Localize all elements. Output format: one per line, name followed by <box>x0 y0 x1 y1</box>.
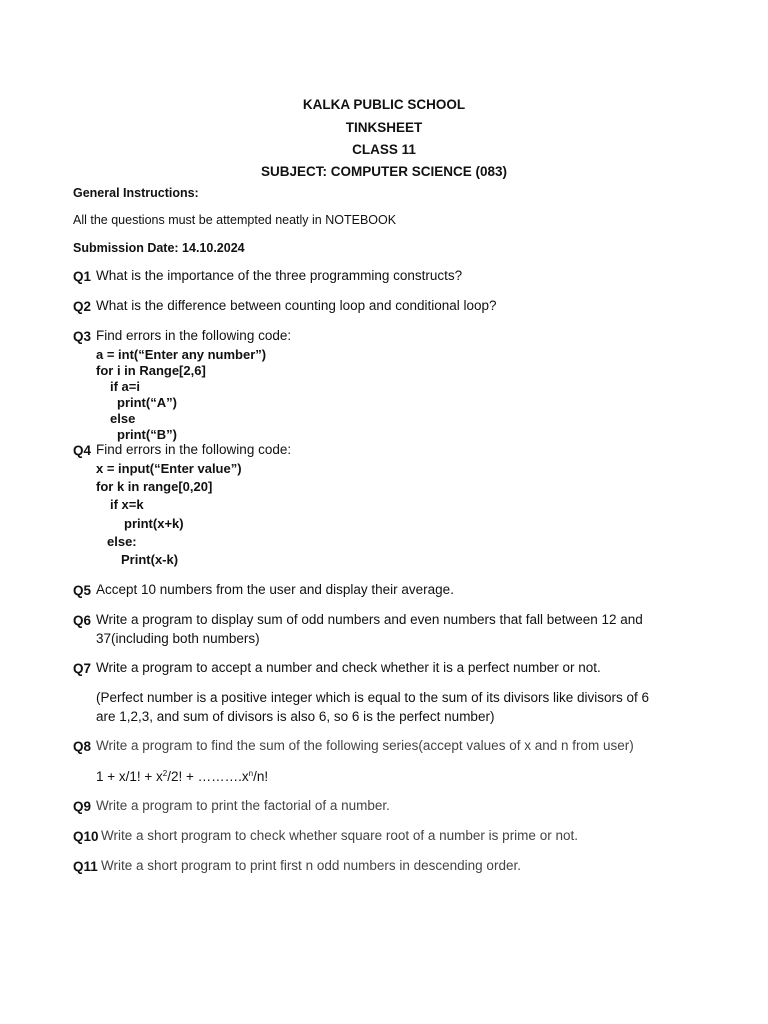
question-number: Q11 <box>73 859 98 874</box>
subject-label: SUBJECT: COMPUTER SCIENCE (083) <box>260 164 508 179</box>
document-title: TINKSHEET <box>345 120 423 135</box>
question-text: What is the difference between counting loop and conditional loop? <box>96 298 497 313</box>
question-number: Q7 <box>73 661 92 676</box>
series-part: 1 + x/1! + x <box>96 769 163 784</box>
code-line: print(“B”) <box>117 427 177 442</box>
code-line: Print(x-k) <box>121 552 179 567</box>
question-text: Write a program to find the sum of the following series(accept values of x and n from user) <box>96 738 634 753</box>
question-text: Write a program to accept a number and check whether it is a perfect number or not. <box>96 660 601 675</box>
question-note: (Perfect number is a positive integer which is equal to the sum of its divisors like divisors of 6 <box>96 690 649 705</box>
series-formula <box>96 768 268 786</box>
series-exponent: n <box>248 769 254 778</box>
code-line: x = input(“Enter value”) <box>96 461 242 476</box>
instructions-text: All the questions must be attempted neatly in NOTEBOOK <box>73 213 397 227</box>
question-number: Q3 <box>73 329 92 344</box>
question-number: Q5 <box>73 583 92 598</box>
question-text: What is the importance of the three programming constructs? <box>96 268 463 283</box>
question-text: Accept 10 numbers from the user and display their average. <box>96 582 454 597</box>
code-line: print(x+k) <box>124 516 184 531</box>
question-number: Q10 <box>73 829 99 844</box>
series-exponent: 2 <box>162 769 168 778</box>
code-line: if a=i <box>110 379 140 394</box>
question-number: Q2 <box>73 299 92 314</box>
question-text-continued: 37(including both numbers) <box>96 631 260 646</box>
code-line: if x=k <box>110 497 144 512</box>
code-line: else: <box>107 534 137 549</box>
question-number: Q6 <box>73 613 92 628</box>
code-line: print(“A”) <box>117 395 177 410</box>
school-name: KALKA PUBLIC SCHOOL <box>302 97 466 112</box>
code-line: for k in range[0,20] <box>96 479 213 494</box>
question-text: Find errors in the following code: <box>96 328 292 343</box>
code-line: else <box>110 411 136 426</box>
question-text: Find errors in the following code: <box>96 442 292 457</box>
submission-date: Submission Date: 14.10.2024 <box>73 241 245 255</box>
question-text: Write a short program to print first n odd numbers in descending order. <box>101 858 521 873</box>
class-label: CLASS 11 <box>352 142 416 157</box>
code-line: a = int(“Enter any number”) <box>96 347 267 362</box>
series-part: /n! <box>253 769 269 784</box>
instructions-heading: General Instructions: <box>73 186 199 200</box>
code-line: for i in Range[2,6] <box>96 363 206 378</box>
question-text: Write a program to display sum of odd numbers and even numbers that fall between 12 and <box>96 612 643 627</box>
series-part: /2! + ……….x <box>167 769 249 784</box>
question-number: Q1 <box>73 269 92 284</box>
question-text: Write a program to print the factorial of a number. <box>96 798 390 813</box>
question-note-continued: are 1,2,3, and sum of divisors is also 6, so 6 is the perfect number) <box>96 709 495 724</box>
question-number: Q9 <box>73 799 92 814</box>
question-number: Q4 <box>73 443 92 458</box>
question-text: Write a short program to check whether square root of a number is prime or not. <box>101 828 578 843</box>
question-number: Q8 <box>73 739 92 754</box>
